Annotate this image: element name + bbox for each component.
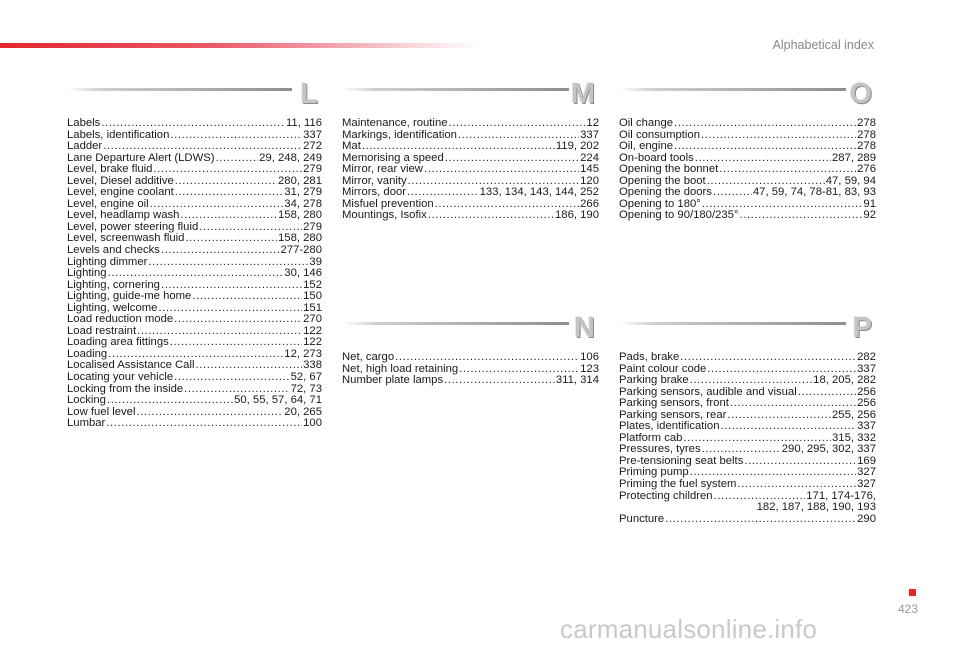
- index-entry: [619, 514, 876, 526]
- entry-pages: 337: [580, 128, 599, 141]
- entry-term: Levels and checks: [67, 244, 160, 257]
- leader-dots: [107, 395, 233, 407]
- leader-dots: [158, 303, 302, 315]
- leader-dots: [701, 130, 856, 142]
- index-entry: [342, 164, 599, 176]
- entry-pages: 72, 73: [290, 382, 322, 395]
- entry-term: Mat: [342, 140, 361, 153]
- index-entry: [619, 352, 876, 364]
- leader-dots: [174, 372, 289, 384]
- entry-term: Paint colour code: [619, 362, 707, 375]
- leader-dots: [175, 187, 284, 199]
- entry-term: Level, engine coolant: [67, 186, 174, 199]
- section-o-header: [619, 78, 876, 118]
- leader-dots: [680, 352, 856, 364]
- leader-dots: [798, 387, 856, 399]
- section-letter-l: L: [300, 78, 318, 110]
- entry-pages: 151: [303, 301, 322, 314]
- leader-dots: [665, 514, 856, 526]
- leader-dots: [175, 176, 277, 188]
- entry-pages: 12, 273: [284, 347, 322, 360]
- entry-term: Oil consumption: [619, 128, 700, 141]
- entry-pages: 337: [857, 362, 876, 375]
- index-entry: [342, 210, 599, 222]
- entry-pages: 31, 279: [284, 186, 322, 199]
- index-entry: [619, 479, 876, 491]
- entry-pages: 278: [857, 140, 876, 153]
- entry-pages: 122: [303, 336, 322, 349]
- index-list-l: [67, 118, 322, 430]
- index-entry: [67, 118, 322, 130]
- index-entry: [619, 210, 876, 222]
- entry-pages: 272: [303, 140, 322, 153]
- entry-pages: 145: [580, 163, 599, 176]
- index-entry: [619, 164, 876, 176]
- entry-term: Net, cargo: [342, 351, 395, 363]
- entry-pages: 266: [580, 197, 599, 210]
- index-entry: [67, 141, 322, 153]
- entry-pages: 287, 289: [832, 151, 876, 164]
- leader-dots: [136, 407, 283, 419]
- leader-dots: [424, 164, 579, 176]
- entry-term: Platform cab: [619, 431, 683, 444]
- entry-pages: 92: [863, 209, 876, 222]
- leader-dots: [739, 210, 862, 222]
- leader-dots: [690, 375, 812, 387]
- entry-term: On-board tools: [619, 151, 694, 164]
- entry-term: Pressures, tyres: [619, 443, 701, 456]
- entry-term: Load reduction mode: [67, 313, 174, 326]
- entry-term: Oil change: [619, 117, 674, 129]
- entry-term: Oil, engine: [619, 140, 674, 153]
- entry-pages: 276: [857, 163, 876, 176]
- section-divider: [342, 322, 569, 325]
- entry-term: Load restraint: [67, 324, 137, 337]
- section-divider: [67, 88, 292, 91]
- leader-dots: [106, 418, 302, 430]
- entry-pages: 47, 59, 94: [825, 174, 876, 187]
- entry-pages: 12: [586, 117, 599, 129]
- entry-term: Loading area fittings: [67, 336, 169, 349]
- entry-term: Misfuel prevention: [342, 197, 434, 210]
- leader-dots: [674, 118, 856, 130]
- entry-term: Mirror, rear view: [342, 163, 423, 176]
- section-divider: [619, 322, 846, 325]
- entry-term: Level, engine oil: [67, 197, 149, 210]
- entry-pages: 50, 55, 57, 64, 71: [234, 394, 322, 407]
- entry-term: Opening to 90/180/235°: [619, 209, 739, 222]
- entry-pages: 133, 134, 143, 144, 252: [479, 186, 599, 199]
- entry-term: Level, Diesel additive: [67, 174, 174, 187]
- entry-pages: 280, 281: [278, 174, 322, 187]
- entry-pages: 18, 205, 282: [813, 374, 876, 387]
- entry-term: Level, brake fluid: [67, 163, 153, 176]
- entry-pages: 34, 278: [284, 197, 322, 210]
- leader-dots: [428, 210, 554, 222]
- leader-dots: [719, 164, 856, 176]
- entry-pages: 120: [580, 174, 599, 187]
- entry-pages: 290: [857, 512, 876, 525]
- entry-pages: 150: [303, 290, 322, 303]
- leader-dots: [713, 187, 752, 199]
- entry-pages: 123: [580, 362, 599, 375]
- index-list-n: [342, 352, 599, 387]
- leader-dots: [744, 456, 856, 468]
- entry-term: Lighting: [67, 267, 107, 280]
- entry-term: Protecting children: [619, 489, 713, 502]
- entry-pages: 256: [857, 385, 876, 398]
- leader-dots: [445, 153, 579, 165]
- section-l-header: [67, 78, 322, 118]
- entry-pages: 338: [303, 359, 322, 372]
- entry-pages: 315, 332: [832, 431, 876, 444]
- index-list-o: [619, 118, 876, 222]
- entry-term: Maintenance, routine: [342, 117, 448, 129]
- leader-dots: [101, 118, 285, 130]
- entry-pages: 91: [863, 197, 876, 210]
- section-divider: [342, 88, 569, 91]
- entry-term: Mountings, Isofix: [342, 209, 427, 222]
- entry-term: Number plate lamps: [342, 374, 444, 387]
- leader-dots: [170, 337, 302, 349]
- entry-pages: 158, 280: [278, 209, 322, 222]
- entry-pages: 106: [580, 351, 599, 363]
- entry-term: Parking sensors, front: [619, 397, 729, 410]
- entry-pages: 20, 265: [284, 405, 322, 418]
- entry-term: Parking brake: [619, 374, 689, 387]
- page-number: 423: [897, 602, 918, 616]
- entry-pages: 277-280: [280, 244, 322, 257]
- entry-pages: 39: [309, 255, 322, 268]
- index-entry: [67, 418, 322, 430]
- entry-term: Labels, identification: [67, 128, 170, 141]
- section-n-header: [342, 312, 599, 352]
- entry-term: Labels: [67, 117, 101, 129]
- index-entry: [619, 398, 876, 410]
- leader-dots: [737, 479, 856, 491]
- entry-term: Locking: [67, 394, 106, 407]
- section-letter-n: N: [574, 312, 595, 344]
- index-entry-continuation: [619, 502, 876, 514]
- entry-pages: 279: [303, 163, 322, 176]
- entry-pages: 279: [303, 220, 322, 233]
- section-n: [342, 312, 599, 387]
- entry-pages: 327: [857, 478, 876, 491]
- entry-pages: 278: [857, 128, 876, 141]
- index-entry: [619, 118, 876, 130]
- entry-pages: 169: [857, 454, 876, 467]
- entry-term: Level, power steering fluid: [67, 220, 199, 233]
- entry-term: Memorising a speed: [342, 151, 444, 164]
- entry-term: Lane Departure Alert (LDWS): [67, 151, 215, 164]
- section-letter-p: P: [852, 312, 872, 344]
- page-marker: [909, 589, 916, 596]
- entry-pages: 171, 174-176,: [806, 489, 876, 502]
- leader-dots: [192, 291, 302, 303]
- leader-dots: [103, 141, 302, 153]
- entry-pages: 327: [857, 466, 876, 479]
- entry-term: Lumbar: [67, 417, 106, 430]
- entry-pages: 11, 116: [285, 117, 322, 129]
- entry-term: Opening the doors: [619, 186, 712, 199]
- leader-dots: [395, 352, 579, 364]
- index-entry: [67, 407, 322, 419]
- entry-term: Lighting dimmer: [67, 255, 148, 268]
- entry-term: Lighting, guide-me home: [67, 290, 192, 303]
- page-title: Alphabetical index: [772, 38, 874, 52]
- leader-dots: [216, 153, 259, 165]
- entry-pages: 278: [857, 117, 876, 129]
- index-entry: [67, 164, 322, 176]
- index-entry: [342, 141, 599, 153]
- entry-pages: 282: [857, 351, 876, 363]
- entry-pages: 158, 280: [278, 232, 322, 245]
- header-accent-bar: [0, 43, 480, 48]
- entry-pages: 224: [580, 151, 599, 164]
- index-entry: [342, 352, 599, 364]
- leader-dots: [727, 410, 831, 422]
- index-entry: [67, 268, 322, 280]
- entry-term: Mirrors, door: [342, 186, 407, 199]
- entry-pages: 255, 256: [832, 408, 876, 421]
- index-entry: [67, 395, 322, 407]
- entry-term: Opening the bonnet: [619, 163, 719, 176]
- entry-pages: 337: [303, 128, 322, 141]
- entry-pages: 30, 146: [284, 267, 322, 280]
- leader-dots: [444, 375, 555, 387]
- entry-term: Level, screenwash fluid: [67, 232, 185, 245]
- entry-term: Localised Assistance Call: [67, 359, 195, 372]
- entry-term: Opening to 180°: [619, 197, 701, 210]
- entry-pages: 311, 314: [555, 374, 599, 387]
- entry-pages: 270: [303, 313, 322, 326]
- entry-term: Priming pump: [619, 466, 689, 479]
- entry-pages: 186, 190: [555, 209, 599, 222]
- entry-pages: 47, 59, 74, 78-81, 83, 93: [752, 186, 876, 199]
- entry-term: Pads, brake: [619, 351, 680, 363]
- entry-pages: 122: [303, 324, 322, 337]
- section-p-header: [619, 312, 876, 352]
- section-o: [619, 78, 876, 222]
- entry-pages: 182, 187, 188, 190, 193: [756, 501, 876, 514]
- section-m-header: [342, 78, 599, 118]
- index-entry: [67, 245, 322, 257]
- entry-term: Markings, identification: [342, 128, 457, 141]
- entry-pages: 337: [857, 420, 876, 433]
- index-entry: [619, 375, 876, 387]
- leader-dots: [449, 118, 586, 130]
- entry-pages: 100: [303, 417, 322, 430]
- entry-pages: 152: [303, 278, 322, 291]
- entry-pages: 52, 67: [290, 371, 322, 384]
- entry-term: Parking sensors, audible and visual: [619, 385, 797, 398]
- entry-term: Net, high load retaining: [342, 362, 459, 375]
- entry-term: Priming the fuel system: [619, 478, 737, 491]
- index-entry: [67, 130, 322, 142]
- entry-term: Low fuel level: [67, 405, 136, 418]
- leader-dots: [108, 268, 284, 280]
- entry-term: Puncture: [619, 512, 665, 525]
- entry-term: Lighting, cornering: [67, 278, 160, 291]
- entry-term: Parking sensors, rear: [619, 408, 727, 421]
- entry-term: Ladder: [67, 140, 103, 153]
- entry-term: Lighting, welcome: [67, 301, 158, 314]
- entry-term: Locating your vehicle: [67, 371, 174, 384]
- entry-term: Plates, identification: [619, 420, 720, 433]
- section-divider: [619, 88, 846, 91]
- entry-term: Level, headlamp wash: [67, 209, 180, 222]
- section-letter-m: M: [570, 78, 595, 110]
- entry-term: Pre-tensioning seat belts: [619, 454, 744, 467]
- index-entry: [619, 141, 876, 153]
- index-list-p: [619, 352, 876, 525]
- index-entry: [342, 118, 599, 130]
- entry-term: Mirror, vanity: [342, 174, 407, 187]
- leader-dots: [674, 141, 856, 153]
- entry-pages: 290, 295, 302, 337: [781, 443, 876, 456]
- index-entry: [342, 375, 599, 387]
- leader-dots: [185, 233, 277, 245]
- section-letter-o: O: [849, 78, 872, 110]
- section-p: [619, 312, 876, 525]
- watermark: carmanualsonline.info: [560, 614, 818, 644]
- index-list-m: [342, 118, 599, 222]
- entry-pages: 119, 202: [555, 140, 599, 153]
- section-l: [67, 78, 322, 430]
- leader-dots: [195, 360, 302, 372]
- leader-dots: [153, 164, 302, 176]
- index-entry: [67, 372, 322, 384]
- leader-dots: [161, 245, 280, 257]
- section-m: [342, 78, 599, 222]
- leader-dots: [174, 314, 302, 326]
- entry-term: Locking from the inside: [67, 382, 184, 395]
- entry-pages: 256: [857, 397, 876, 410]
- entry-pages: 29, 248, 249: [259, 151, 322, 164]
- leader-dots: [362, 141, 555, 153]
- entry-term: Opening the boot: [619, 174, 706, 187]
- leader-dots: [170, 130, 302, 142]
- entry-term: Loading: [67, 347, 108, 360]
- leader-dots: [730, 398, 856, 410]
